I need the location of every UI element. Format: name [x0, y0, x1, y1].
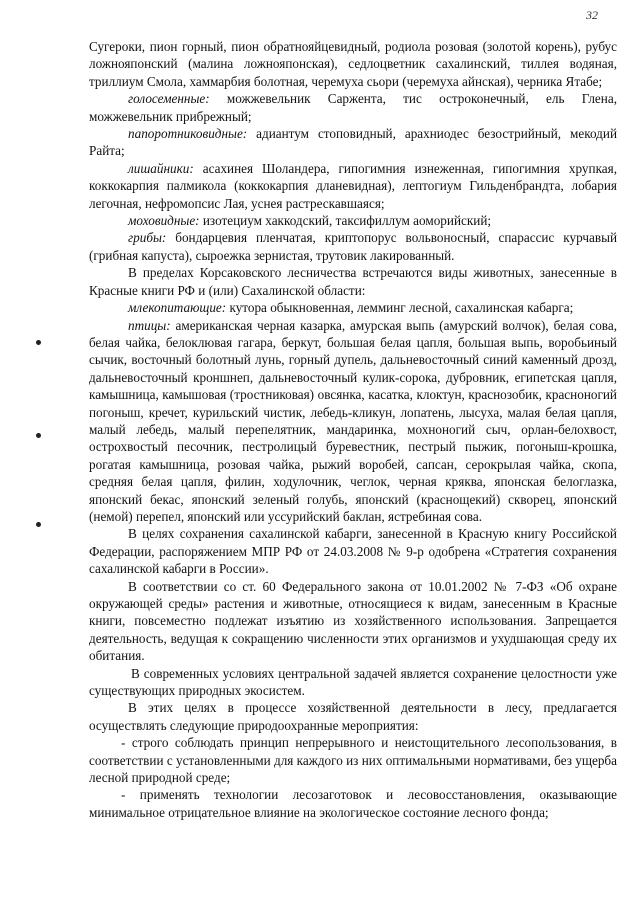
paragraph-birds: птицы: американская черная казарка, амурская выпь (амурский волчок), белая сова, белая чайка, белоклювая гагара, беркут, большая белая цапля, большая выпь, воробьиный сычик, восточный болотный лунь, горный дупель, дальневосточный синий каменный дрозд, дальневосточный кроншнеп, дальневосточный кулик-сорока, дубровник, египетская цапля, камышница, камышовая (тростниковая) овсянка, касатка, клоктун, краснозобик, красноногий погоныш, кречет, курильский чистик, лебедь-кликун, лопатень, лысуха, малая белая цапля, малый лебедь, малый перепелятник, мандаринка, мохноногий сыч, орлан-белохвост, острохвостый песочник, пестролицый буревестник, пестрый пыжик, погоныш-крошка, рогатая камышница, розовая чайка, рыжий воробей, сапсан, серокрылая чайка, скопа, средняя белая цапля, филин, ходулочник, чеглок, черная кряква, японская белоглазка, японский бекас, японский зеленый голубь, японский (краснощекий) скворец, японский (немой) перепел, японский или уссурийский баклан, ястребиная сова.: [89, 317, 617, 524]
category-label: моховидные:: [128, 213, 200, 229]
paragraph-animals-intro: В пределах Корсаковского лесничества встречаются виды животных, занесенные в Красные книги РФ и (или) Сахалинской области:: [89, 265, 617, 298]
page-number: 32: [586, 8, 598, 22]
paragraph-lichens: лишайники: асахинея Шоландера, гипогимния изнеженная, гипогимния хрупкая, коккокарпия палмикола (коккокарпия дланевидная), лептогиум Гильденбрандта, лобария легочная, нефромопсис Лая, уснея растрескавшаяся;: [89, 160, 617, 211]
paragraph-central-task: В современных условиях центральной задачей является сохранение целостности уже существующих природных экосистем.: [89, 665, 617, 699]
document-body: [89, 38, 617, 821]
list-item: - применять технологии лесозаготовок и лесовосстановления, оказывающие минимальное отрицательное влияние на экологическое состояние лесного фонда;: [89, 787, 617, 820]
list-item: - строго соблюдать принцип непрерывного и неистощительного лесопользования, в соответствии с установленными для каждого из них оптимальными нормативами, без ущерба лесной природной среде;: [89, 735, 617, 786]
paragraph-mammals: млекопитающие: кутора обыкновенная, лемминг лесной, сахалинская кабарга;: [128, 300, 574, 316]
margin-mark: [36, 340, 41, 345]
paragraph-plants-continued: Сугероки, пион горный, пион обратнояйцевидный, родиола розовая (золотой корень), рубус ложнояпонский (малина ложнояпонская), седлоцветник сахалинский, тиллея водяная, триллиум Смола, хаммарбия болотная, черемуха сьори (черемуха айнская), черника Ятабе;: [89, 39, 617, 89]
category-label: млекопитающие:: [128, 300, 227, 316]
paragraph-fungi: грибы: бондарцевия пленчатая, криптопорус вольвоносный, спарассис курчавый (грибная капуста), сыроежка зернистая, трутовик лакированный.: [89, 230, 617, 263]
category-label: папоротниковидные:: [128, 126, 248, 142]
category-label: лишайники:: [128, 160, 194, 176]
paragraph-measures-intro: В этих целях в процессе хозяйственной деятельности в лесу, предлагается осуществлять следующие природоохранные мероприятия:: [89, 700, 617, 733]
paragraph-gymnosperms: голосеменные: можжевельник Саржента, тис остроконечный, ель Глена, можжевельник прибрежный;: [89, 91, 617, 124]
paragraph-mosses: моховидные: изотециум хаккодский, таксифиллум аоморийский;: [128, 213, 492, 229]
margin-mark: [36, 433, 41, 438]
category-label: грибы:: [128, 230, 167, 246]
paragraph-ferns: папоротниковидные: адиантум стоповидный, арахниодес безострийный, мекодий Райта;: [89, 126, 617, 159]
margin-mark: [36, 522, 41, 527]
paragraph-federal-law: В соответствии со ст. 60 Федерального закона от 10.01.2002 № 7-ФЗ «Об охране окружающей среды» растения и животные, относящиеся к видам, занесенным в Красные книги, повсеместно подлежат изъятию из хозяйственного использования. Запрещается деятельность, ведущая к сокращению численности этих организмов и ухудшающая среду их обитания.: [89, 578, 617, 664]
category-label: птицы:: [128, 317, 171, 333]
category-label: голосеменные:: [128, 91, 210, 107]
paragraph-musk-deer-strategy: В целях сохранения сахалинской кабарги, занесенной в Красную книгу Российской Федерации, распоряжением МПР РФ от 24.03.2008 № 9-р одобрена «Стратегия сохранения сахалинской кабарги в России».: [89, 526, 617, 577]
